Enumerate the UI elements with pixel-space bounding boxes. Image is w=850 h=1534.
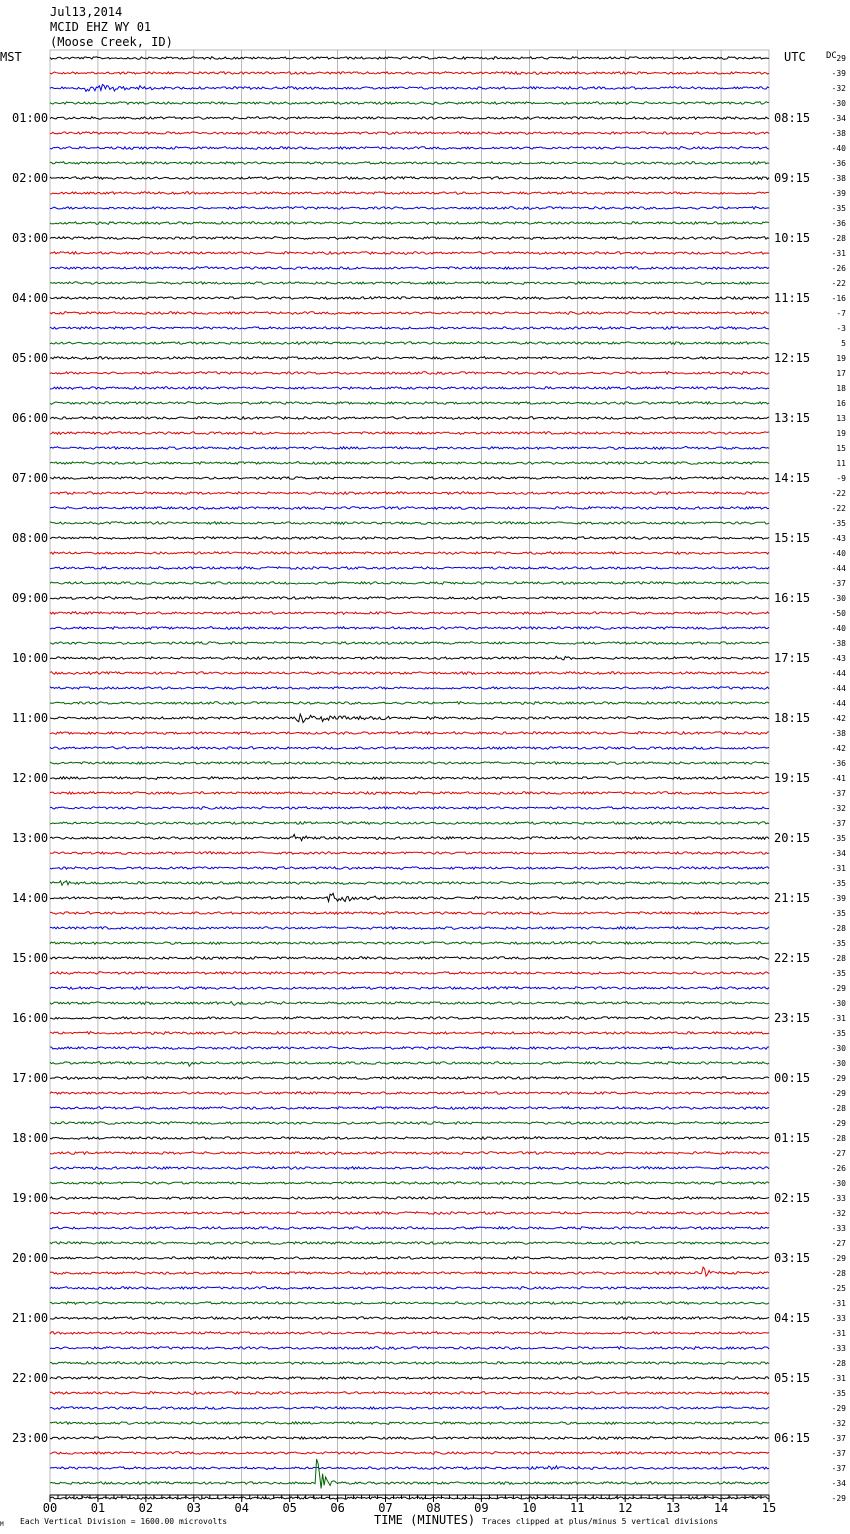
trace-row-86 [50, 1347, 769, 1350]
dc-offset: -35 [831, 879, 846, 888]
dc-offset: -32 [831, 804, 846, 813]
utc-hour-labels [774, 111, 810, 1445]
trace-row-49 [50, 792, 769, 795]
x-axis-label: TIME (MINUTES) [374, 1513, 476, 1527]
dc-offset: 15 [836, 444, 846, 453]
trace-row-45 [50, 732, 769, 735]
dc-offset: -29 [831, 1119, 846, 1128]
trace-row-18 [50, 327, 769, 330]
utc-label: 15:15 [774, 531, 811, 545]
dc-offset: -40 [831, 624, 846, 633]
header-station: MCID EHZ WY 01 [50, 20, 152, 34]
dc-offset: -28 [831, 1359, 846, 1368]
dc-offset: -31 [831, 1299, 846, 1308]
utc-label: 04:15 [774, 1311, 811, 1325]
trace-row-25 [50, 432, 769, 435]
left-axis-label: MST [0, 50, 22, 64]
trace-row-37 [50, 612, 769, 615]
trace-row-94 [50, 1466, 769, 1470]
trace-row-63 [50, 1002, 769, 1006]
utc-label: 03:15 [774, 1251, 811, 1265]
mst-label: 14:00 [12, 891, 49, 905]
trace-row-68 [50, 1077, 769, 1080]
dc-offset: -36 [831, 219, 846, 228]
dc-offset: -38 [831, 639, 846, 648]
header-location: (Moose Creek, ID) [50, 35, 173, 49]
trace-row-88 [50, 1377, 769, 1380]
trace-row-8 [50, 177, 769, 180]
corner-mark: M [0, 1521, 4, 1528]
dc-offset: -37 [831, 819, 846, 828]
trace-row-35 [50, 582, 769, 585]
trace-row-91 [50, 1422, 769, 1425]
dc-offset: -32 [831, 1209, 846, 1218]
trace-row-2 [50, 85, 769, 92]
mst-label: 13:00 [12, 831, 49, 845]
trace-row-51 [50, 822, 769, 825]
trace-row-0 [50, 57, 769, 60]
dc-offset: -43 [831, 534, 846, 543]
utc-label: 18:15 [774, 711, 811, 725]
dc-offset: -29 [831, 1074, 846, 1083]
trace-row-92 [50, 1437, 769, 1440]
x-tick-label: 03 [186, 1501, 202, 1515]
header-date: Jul13,2014 [50, 5, 123, 19]
trace-row-39 [50, 642, 769, 645]
trace-row-95 [50, 1459, 769, 1489]
dc-offset: -33 [831, 1224, 846, 1233]
mst-label: 22:00 [12, 1371, 49, 1385]
trace-row-40 [50, 656, 769, 660]
x-tick-label: 14 [713, 1501, 729, 1515]
dc-offset: -35 [831, 1029, 846, 1038]
x-tick-label: 12 [617, 1501, 633, 1515]
dc-offset: -42 [831, 714, 846, 723]
utc-label: 16:15 [774, 591, 811, 605]
dc-offset: -25 [831, 1284, 846, 1293]
dc-offset: -28 [831, 1269, 846, 1278]
dc-offset: -30 [831, 1044, 846, 1053]
dc-offset: -34 [831, 114, 846, 123]
mst-label: 17:00 [12, 1071, 49, 1085]
mst-label: 11:00 [12, 711, 49, 725]
utc-label: 08:15 [774, 111, 811, 125]
dc-offset: -28 [831, 924, 846, 933]
dc-offset: -40 [831, 549, 846, 558]
trace-row-7 [50, 162, 769, 165]
utc-label: 20:15 [774, 831, 811, 845]
dc-offset: -35 [831, 909, 846, 918]
trace-row-85 [50, 1332, 769, 1335]
dc-offset: -29 [831, 1494, 846, 1503]
trace-row-10 [50, 207, 769, 210]
trace-row-48 [50, 777, 769, 780]
dc-offset: -42 [831, 744, 846, 753]
trace-row-54 [50, 867, 769, 870]
trace-row-11 [50, 222, 769, 225]
mst-label: 04:00 [12, 291, 49, 305]
trace-row-19 [50, 342, 769, 345]
mst-label: 19:00 [12, 1191, 49, 1205]
utc-label: 14:15 [774, 471, 811, 485]
trace-row-71 [50, 1122, 769, 1125]
mst-label: 03:00 [12, 231, 49, 245]
x-tick-label: 13 [665, 1501, 681, 1515]
x-tick-label: 00 [42, 1501, 58, 1515]
trace-row-73 [50, 1152, 769, 1155]
trace-row-5 [50, 132, 769, 135]
trace-row-69 [50, 1092, 769, 1095]
dc-offset: -22 [831, 504, 846, 513]
x-tick-label: 11 [570, 1501, 585, 1515]
dc-offset: -37 [831, 1434, 846, 1443]
trace-row-34 [50, 567, 769, 570]
x-tick-label: 15 [761, 1501, 777, 1515]
trace-row-57 [50, 912, 769, 915]
dc-offset: 16 [836, 399, 846, 408]
trace-row-50 [50, 807, 769, 810]
utc-label: 05:15 [774, 1371, 811, 1385]
trace-row-20 [50, 357, 769, 360]
trace-row-47 [50, 762, 769, 765]
dc-offset: -29 [831, 1254, 846, 1263]
trace-row-38 [50, 627, 769, 630]
trace-row-44 [50, 714, 769, 722]
trace-row-42 [50, 687, 769, 690]
trace-row-79 [50, 1242, 769, 1245]
trace-row-60 [50, 957, 769, 960]
dc-offset: -22 [831, 489, 846, 498]
dc-offset: -26 [831, 1164, 846, 1173]
trace-row-53 [50, 852, 769, 855]
mst-label: 07:00 [12, 471, 49, 485]
dc-offset: -28 [831, 1104, 846, 1113]
dc-offset: -34 [831, 1479, 846, 1488]
x-tick-label: 01 [90, 1501, 106, 1515]
trace-row-41 [50, 672, 769, 675]
dc-offset: -40 [831, 144, 846, 153]
dc-offset: -43 [831, 654, 846, 663]
dc-offset: -16 [831, 294, 846, 303]
trace-row-28 [50, 477, 769, 480]
trace-row-22 [50, 387, 769, 390]
utc-label: 17:15 [774, 651, 811, 665]
utc-label: 10:15 [774, 231, 811, 245]
trace-row-83 [50, 1302, 769, 1305]
dc-offset: -35 [831, 939, 846, 948]
dc-offset: 17 [836, 369, 846, 378]
utc-label: 06:15 [774, 1431, 811, 1445]
trace-row-52 [50, 834, 769, 840]
dc-offset: -27 [831, 1239, 846, 1248]
dc-offset: -38 [831, 729, 846, 738]
dc-offset: -26 [831, 264, 846, 273]
trace-row-77 [50, 1212, 769, 1215]
utc-label: 12:15 [774, 351, 811, 365]
utc-label: 19:15 [774, 771, 811, 785]
dc-offset: -30 [831, 999, 846, 1008]
dc-offset: -37 [831, 789, 846, 798]
dc-offset: -33 [831, 1344, 846, 1353]
trace-row-72 [50, 1137, 769, 1140]
dc-offset: -31 [831, 1014, 846, 1023]
utc-label: 22:15 [774, 951, 811, 965]
dc-offset: -38 [831, 129, 846, 138]
dc-offset: -30 [831, 99, 846, 108]
dc-offset: -22 [831, 279, 846, 288]
mst-label: 16:00 [12, 1011, 49, 1025]
trace-row-66 [50, 1047, 769, 1050]
trace-row-3 [50, 102, 769, 105]
dc-offset: -33 [831, 1194, 846, 1203]
dc-offset: -9 [836, 474, 846, 483]
trace-row-32 [50, 537, 769, 540]
x-tick-label: 07 [378, 1501, 393, 1515]
trace-row-9 [50, 192, 769, 195]
dc-offset: -29 [831, 1404, 846, 1413]
dc-offset: 29 [836, 54, 846, 63]
trace-row-33 [50, 552, 769, 555]
dc-offset: -41 [831, 774, 846, 783]
dc-offset: -31 [831, 1329, 846, 1338]
right-axis-label: UTC [784, 50, 806, 64]
dc-offset: -39 [831, 69, 846, 78]
trace-row-78 [50, 1227, 769, 1230]
trace-row-36 [50, 597, 769, 600]
trace-row-65 [50, 1032, 769, 1035]
trace-row-17 [50, 312, 769, 315]
dc-offset: -44 [831, 699, 846, 708]
mst-label: 01:00 [12, 111, 49, 125]
trace-row-12 [50, 237, 769, 240]
dc-offset: 13 [836, 414, 846, 423]
dc-offset: -31 [831, 864, 846, 873]
dc-offset: -30 [831, 1059, 846, 1068]
dc-offset: -32 [831, 1419, 846, 1428]
dc-offset: -35 [831, 204, 846, 213]
dc-offset: -31 [831, 249, 846, 258]
x-tick-label: 06 [330, 1501, 345, 1515]
dc-offset-labels [832, 54, 847, 1503]
dc-offset: -28 [831, 1134, 846, 1143]
x-tick-label: 02 [138, 1501, 154, 1515]
mst-label: 05:00 [12, 351, 49, 365]
dc-offset: -36 [831, 159, 846, 168]
trace-row-70 [50, 1107, 769, 1110]
trace-row-55 [50, 881, 769, 886]
utc-label: 13:15 [774, 411, 811, 425]
dc-offset: -30 [831, 1179, 846, 1188]
trace-row-30 [50, 507, 769, 510]
dc-offset: -29 [831, 984, 846, 993]
dc-offset: -28 [831, 234, 846, 243]
dc-offset: -30 [831, 594, 846, 603]
dc-offset: -3 [836, 324, 846, 333]
x-tick-label: 10 [522, 1501, 537, 1515]
dc-label: DC [826, 51, 837, 61]
trace-row-29 [50, 492, 769, 495]
x-tick-label: 09 [474, 1501, 489, 1515]
utc-label: 11:15 [774, 291, 811, 305]
dc-offset: 11 [836, 459, 846, 468]
mst-label: 23:00 [12, 1431, 49, 1445]
trace-row-58 [50, 927, 769, 930]
mst-label: 02:00 [12, 171, 49, 185]
dc-offset: -44 [831, 564, 846, 573]
dc-offset: -39 [831, 894, 846, 903]
dc-offset: -33 [831, 1314, 846, 1323]
dc-offset: -7 [836, 309, 846, 318]
mst-label: 21:00 [12, 1311, 49, 1325]
scale-note: Each Vertical Division = 1600.00 microvolts [20, 1517, 228, 1526]
trace-row-61 [50, 972, 769, 975]
trace-row-84 [50, 1317, 769, 1320]
trace-row-1 [50, 72, 769, 75]
mst-label: 06:00 [12, 411, 49, 425]
trace-row-76 [50, 1197, 769, 1200]
mst-label: 10:00 [12, 651, 49, 665]
trace-row-67 [50, 1062, 769, 1067]
mst-label: 18:00 [12, 1131, 49, 1145]
trace-row-62 [50, 987, 769, 990]
trace-row-24 [50, 417, 769, 420]
trace-row-21 [50, 372, 769, 375]
trace-row-15 [50, 282, 769, 285]
mst-label: 08:00 [12, 531, 49, 545]
dc-offset: -38 [831, 174, 846, 183]
dc-offset: -37 [831, 1449, 846, 1458]
trace-row-93 [50, 1452, 769, 1455]
trace-row-27 [50, 462, 769, 465]
trace-row-13 [50, 252, 769, 255]
dc-offset: -32 [831, 84, 846, 93]
trace-row-56 [50, 893, 769, 901]
dc-offset: -50 [831, 609, 846, 618]
dc-offset: -29 [831, 1089, 846, 1098]
trace-row-14 [50, 267, 769, 270]
dc-offset: 19 [836, 429, 846, 438]
mst-label: 12:00 [12, 771, 49, 785]
trace-row-4 [50, 117, 769, 120]
dc-offset: -36 [831, 759, 846, 768]
dc-offset: -37 [831, 579, 846, 588]
trace-row-59 [50, 942, 769, 945]
dc-offset: 18 [836, 384, 846, 393]
dc-offset: -39 [831, 189, 846, 198]
dc-offset: -44 [831, 684, 846, 693]
dc-offset: -28 [831, 954, 846, 963]
trace-row-89 [50, 1392, 769, 1395]
trace-row-82 [50, 1287, 769, 1290]
utc-label: 23:15 [774, 1011, 811, 1025]
mst-label: 20:00 [12, 1251, 49, 1265]
utc-label: 09:15 [774, 171, 811, 185]
trace-row-80 [50, 1257, 769, 1260]
mst-label: 09:00 [12, 591, 49, 605]
utc-label: 02:15 [774, 1191, 811, 1205]
trace-row-16 [50, 297, 769, 300]
dc-offset: 19 [836, 354, 846, 363]
trace-row-81 [50, 1267, 769, 1276]
mst-hour-labels [12, 111, 48, 1445]
trace-row-87 [50, 1362, 769, 1365]
trace-row-23 [50, 402, 769, 405]
dc-offset: -34 [831, 849, 846, 858]
trace-row-90 [50, 1407, 769, 1410]
trace-row-31 [50, 522, 769, 525]
clip-note: Traces clipped at plus/minus 5 vertical divisions [482, 1517, 719, 1526]
dc-offset: -35 [831, 1389, 846, 1398]
mst-label: 15:00 [12, 951, 49, 965]
dc-offset: -35 [831, 519, 846, 528]
dc-offset: -27 [831, 1149, 846, 1158]
x-tick-label: 08 [426, 1501, 441, 1515]
trace-row-74 [50, 1167, 769, 1170]
dc-offset: 5 [841, 339, 846, 348]
utc-label: 01:15 [774, 1131, 811, 1145]
dc-offset: -35 [831, 834, 846, 843]
dc-offset: -44 [831, 669, 846, 678]
trace-row-64 [50, 1017, 769, 1020]
trace-row-46 [50, 747, 769, 750]
trace-row-26 [50, 447, 769, 450]
trace-row-6 [50, 147, 769, 150]
dc-offset: -35 [831, 969, 846, 978]
x-tick-label: 05 [282, 1501, 297, 1515]
trace-row-75 [50, 1182, 769, 1185]
utc-label: 00:15 [774, 1071, 811, 1085]
dc-offset: -31 [831, 1374, 846, 1383]
x-tick-label: 04 [234, 1501, 249, 1515]
dc-offset: -37 [831, 1464, 846, 1473]
seismic-traces [50, 57, 769, 1500]
utc-label: 21:15 [774, 891, 811, 905]
trace-row-43 [50, 702, 769, 705]
